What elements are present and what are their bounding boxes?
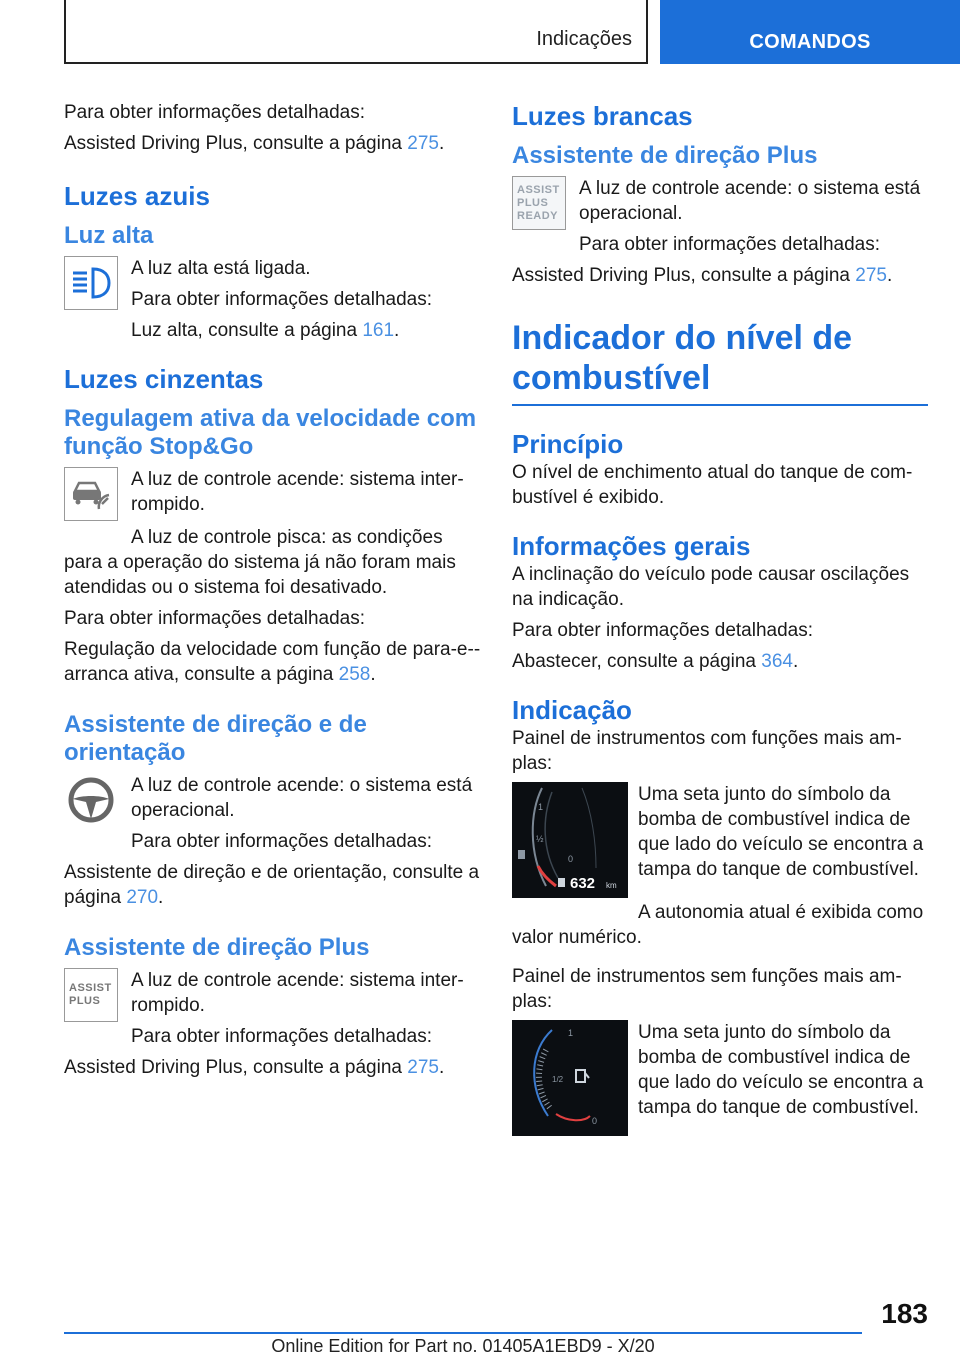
acc-item	[64, 467, 482, 525]
subheading-plus-white: Assistente de direção Plus	[512, 142, 818, 169]
steering-wheel-icon	[64, 773, 118, 827]
page-link[interactable]: 275	[407, 133, 439, 154]
plus-gray-ref: Assisted Driving Plus, consulte a página 275.	[64, 1057, 445, 1078]
right-column	[512, 100, 928, 1138]
acc-more: Para obter informações detalhadas:	[64, 608, 366, 629]
general-text: A inclinação do veículo pode causar oscilações na indicação.	[512, 564, 910, 610]
gauge-range-value: 632	[570, 875, 596, 892]
plus-gray-more: Para obter informações detalhadas:	[131, 1026, 433, 1047]
plus-white-item	[512, 176, 928, 257]
steering-item	[64, 773, 482, 854]
subheading-acc: Regulagem ativa da velocidade com função Stop&Go	[64, 405, 477, 460]
high-beam-text: A luz alta está ligada.	[131, 258, 311, 279]
display-text-1b: A autonomia atual é exibida como valor numérico.	[512, 902, 924, 948]
steering-text: A luz de controle acende: o sistema está operacional.	[131, 775, 473, 821]
subheading-principle: Princípio	[512, 429, 624, 459]
display-text-2: Uma seta junto do símbolo da bomba de combustível indica de que lado do veículo se encontra a tampa do tanque de combustível.	[638, 1022, 924, 1118]
high-beam-ref: Luz alta, consulte a página 161.	[131, 320, 400, 341]
acc-text-2: A luz de controle pisca: as condições para a operação do sistema já não foram mais atendidas ou o sistema foi desativado.	[64, 527, 456, 598]
page-link[interactable]: 275	[407, 1057, 439, 1078]
principle-text: O nível de enchimento atual do tanque de com-bustível é exibido.	[512, 462, 913, 508]
svg-text:1: 1	[568, 1028, 574, 1038]
cruise-control-icon	[64, 467, 118, 521]
gauge-range-unit: km	[606, 881, 617, 890]
assist-plus-icon: ASSIST PLUS	[64, 968, 118, 1022]
gauge-standard-item	[512, 1020, 928, 1138]
subheading-plus-gray: Assistente de direção Plus	[64, 934, 370, 961]
plus-gray-text: A luz de controle acende: sistema inter-rompido.	[131, 970, 464, 1016]
display-text-1: Uma seta junto do símbolo da bomba de combustível indica de que lado do veículo se encontra a tampa do tanque de combustível.	[638, 784, 924, 880]
svg-text:1: 1	[538, 802, 544, 812]
chapter-heading-fuel: Indicador do nível de combustível	[512, 318, 928, 406]
fuel-gauge-extended-image	[512, 782, 628, 898]
subheading-general: Informações gerais	[512, 531, 751, 561]
page-number: 183	[881, 1298, 928, 1329]
footer-divider	[64, 1332, 862, 1334]
subheading-high-beam: Luz alta	[64, 222, 154, 249]
general-ref: Abastecer, consulte a página 364.	[512, 651, 799, 672]
page-link[interactable]: 364	[761, 651, 793, 672]
section-heading-gray: Luzes cinzentas	[64, 364, 264, 394]
page-link[interactable]: 275	[855, 265, 887, 286]
plus-white-text: A luz de controle acende: o sistema está operacional.	[579, 178, 921, 224]
page-link[interactable]: 258	[338, 664, 371, 685]
general-more: Para obter informações detalhadas:	[512, 620, 814, 641]
gauge-extended-item	[512, 782, 928, 900]
fuel-gauge-standard-image	[512, 1020, 628, 1136]
acc-ref: Regulação da velocidade com função de para-e--arranca ativa, consulte a página 258.	[64, 639, 481, 685]
header-frame	[64, 0, 648, 64]
intro-ref: Assisted Driving Plus, consulte a página 275.	[64, 133, 445, 154]
page-link[interactable]: 161	[362, 320, 395, 341]
chapter-tab[interactable]: COMANDOS	[660, 0, 960, 64]
high-beam-item	[64, 256, 482, 343]
assist-plus-ready-icon: ASSIST PLUS READY	[512, 176, 566, 230]
high-beam-icon	[64, 256, 118, 310]
steering-ref: Assistente de direção e de orientação, consulte a página 270.	[64, 862, 480, 908]
steering-more: Para obter informações detalhadas:	[131, 831, 433, 852]
high-beam-more: Para obter informações detalhadas:	[131, 289, 433, 310]
subheading-display: Indicação	[512, 695, 632, 725]
plus-gray-item	[64, 968, 482, 1049]
subheading-steering: Assistente de direção e de orientação	[64, 711, 367, 766]
acc-text-1: A luz de controle acende: sistema inter-rompido.	[131, 469, 464, 515]
svg-text:0: 0	[568, 854, 574, 864]
svg-text:1/2: 1/2	[552, 1075, 564, 1084]
svg-text:½: ½	[536, 834, 544, 844]
plus-white-more: Para obter informações detalhadas:	[579, 234, 881, 255]
page-link[interactable]: 270	[126, 887, 159, 908]
plus-white-ref: Assisted Driving Plus, consulte a página 275.	[512, 265, 893, 286]
display-intro-2: Painel de instrumentos sem funções mais am-plas:	[512, 966, 902, 1012]
section-heading-white: Luzes brancas	[512, 101, 693, 131]
footer-edition: Online Edition for Part no. 01405A1EBD9 - X/20	[271, 1336, 655, 1356]
display-intro-1: Painel de instrumentos com funções mais am-plas:	[512, 728, 902, 774]
section-title: Indicações	[536, 28, 632, 50]
section-heading-blue: Luzes azuis	[64, 181, 210, 211]
svg-text:0: 0	[592, 1116, 598, 1126]
intro-more: Para obter informações detalhadas:	[64, 102, 366, 123]
left-column	[64, 100, 482, 1086]
